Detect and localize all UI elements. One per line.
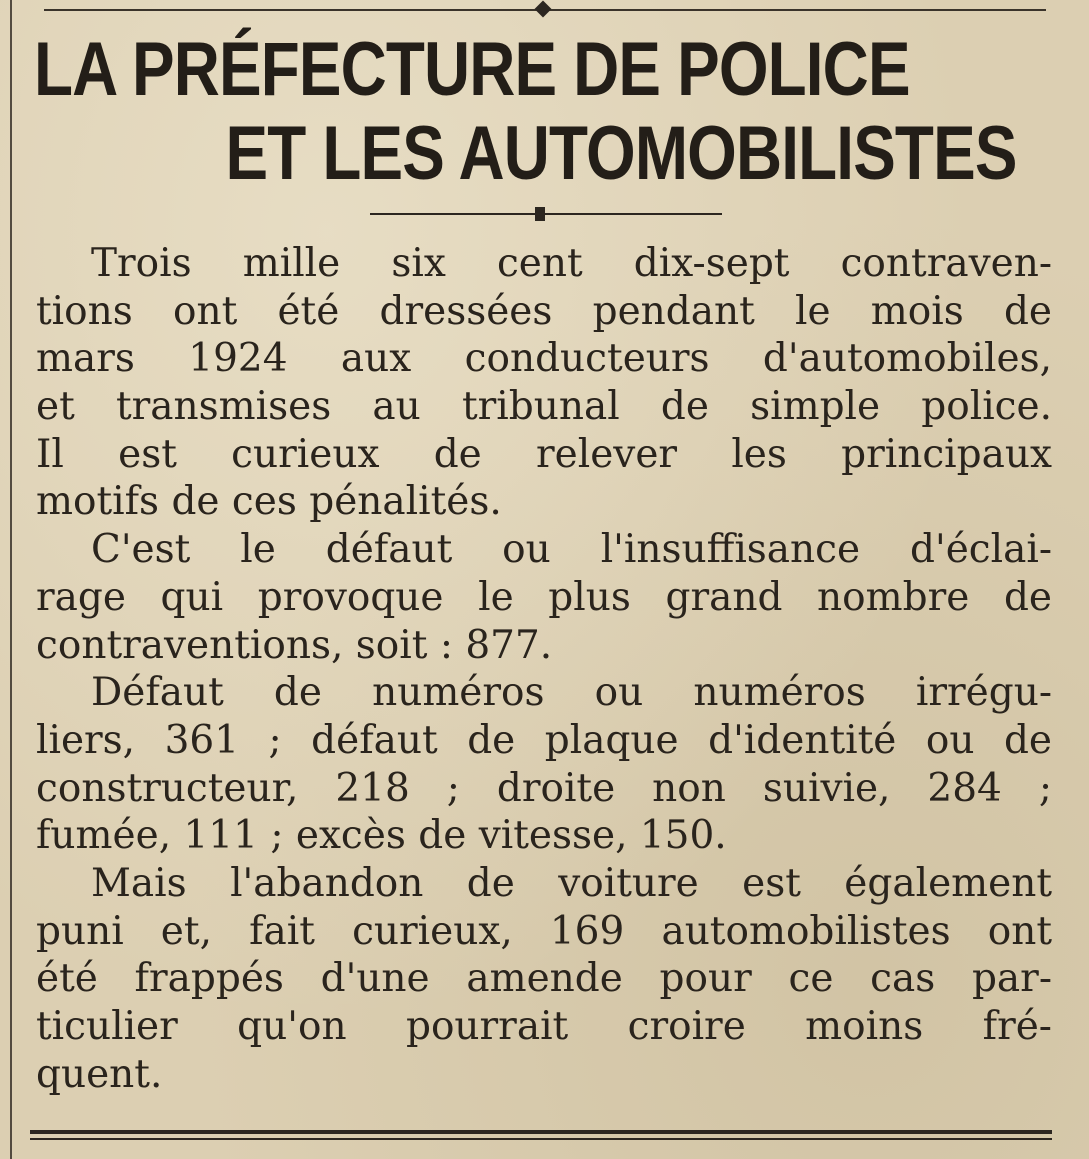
text-line: tions ont été dressées pendant le mois de [36, 288, 1052, 334]
text-line: fumée, 111 ; excès de vitesse, 150. [36, 813, 727, 859]
text-line: puni et, fait curieux, 169 automobilistes ont [36, 908, 1052, 954]
text-line: été frappés d'une amende pour ce cas par- [36, 956, 1052, 1002]
text-line: ticulier qu'on pourrait croire moins fré- [36, 1004, 1052, 1049]
text-line: liers, 361 ; défaut de plaque d'identité ou de [36, 717, 1052, 763]
headline-line-2: ET LES AUTOMOBILISTES [225, 111, 1017, 196]
text-line: rage qui provoque le plus grand nombre de [36, 574, 1052, 620]
bottom-rule-thin [30, 1138, 1052, 1140]
top-ornament-icon [535, 1, 552, 18]
paragraph-2 [36, 526, 1052, 669]
separator-ornament-icon [535, 207, 545, 221]
text-line: mars 1924 aux conducteurs d'automobiles, [36, 336, 1052, 382]
text-line: quent. [36, 1051, 163, 1097]
text-line: Trois mille six cent dix-sept contraven- [91, 241, 1052, 286]
text-line: constructeur, 218 ; droite non suivie, 284 ; [36, 765, 1052, 811]
text-line: Il est curieux de relever les principaux [36, 431, 1052, 477]
text-line: Mais l'abandon de voiture est également [91, 860, 1052, 906]
headline-line-1: LA PRÉFECTURE DE POLICE [34, 27, 910, 112]
column-rule-left [10, 0, 12, 1159]
separator-rule [370, 213, 722, 215]
article-body [36, 240, 1052, 1098]
bottom-rule-thick [30, 1130, 1052, 1134]
text-line: Défaut de numéros ou numéros irrégu- [91, 670, 1052, 716]
paragraph-4 [36, 860, 1052, 1098]
text-line: C'est le défaut ou l'insuffisance d'éclai- [91, 527, 1052, 573]
paragraph-1 [36, 240, 1052, 526]
headline [34, 27, 1017, 196]
text-line: et transmises au tribunal de simple police. [36, 384, 1052, 430]
text-line: motifs de ces pénalités. [36, 479, 502, 525]
text-line: contraventions, soit : 877. [36, 622, 553, 668]
paragraph-3 [36, 669, 1052, 860]
